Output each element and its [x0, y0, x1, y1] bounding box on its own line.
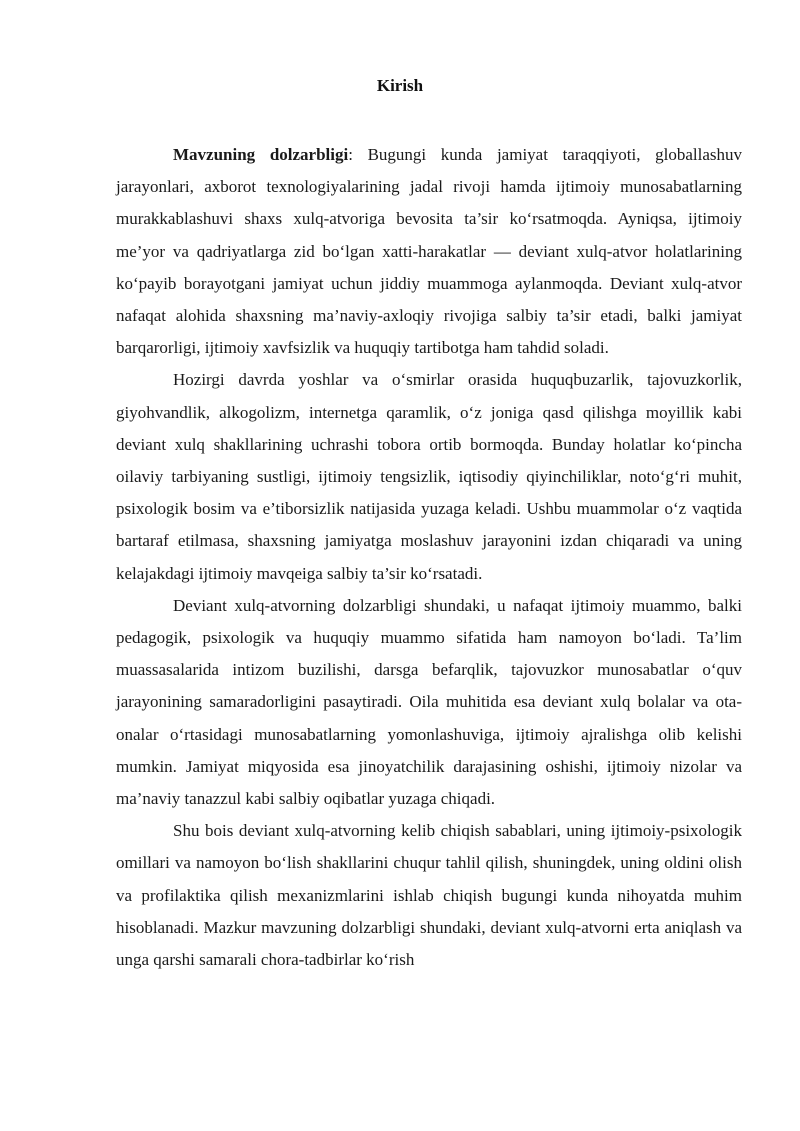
document-body: [116, 139, 742, 976]
paragraph-current-period: Hozirgi davrda yoshlar va o‘smirlar orasida huquqbuzarlik, tajovuzkorlik, giyohvandlik, alkogolizm, internetga qaramlik, o‘z joniga qasd qilishga moyillik kabi deviant xulq shakllarining uchrashi tobora ortib bormoqda. Bunday holatlar ko‘pincha oilaviy tarbiyaning sustligi, ijtimoiy tengsizlik, iqtisodiy qiyinchiliklar, noto‘g‘ri muhit, psixologik bosim va e’tiborsizlik natijasida yuzaga keladi. Ushbu muammolar o‘z vaqtida bartaraf etilmasa, shaxsning jamiyatga moslashuv jarayonini izdan chiqaradi va uning kelajakdagi ijtimoiy mavqeiga salbiy ta’sir ko‘rsatadi.: [116, 370, 742, 583]
paragraph-lead-bold: Mavzuning dolzarbligi: [173, 145, 349, 164]
paragraph-text: : Bugungi kunda jamiyat taraqqiyoti, globallashuv jarayonlari, axborot texnologiyalarining jadal rivoji hamda ijtimoiy munosabatlarning murakkablashuvi shaxs xulq-atvoriga bevosita ta’sir ko‘rsatmoqda. Ayniqsa, ijtimoiy me’yor va qadriyatlarga zid bo‘lgan xatti-harakatlar — deviant xulq-atvor holatlarining ko‘payib borayotgani jamiyat uchun jiddiy muammoga aylanmoqda. Deviant xulq-atvor nafaqat alohida shaxsning ma’naviy-axloqiy rivojiga salbiy ta’sir etadi, balki jamiyat barqarorligi, ijtimoiy xavfsizlik va huquqiy tartibotga ham tahdid soladi.: [116, 145, 742, 358]
page-title: Kirish: [376, 76, 424, 95]
paragraph-therefore: Shu bois deviant xulq-atvorning kelib chiqish sabablari, uning ijtimoiy-psixologik omillari va namoyon bo‘lish shakllarini chuqur tahlil qilish, shuningdek, uning oldini olish va profilaktika qilish mexanizmlarini ishlab chiqish bugungi kunda nihoyatda muhim hisoblanadi. Mazkur mavzuning dolzarbligi shundaki, deviant xulq-atvorni erta aniqlash va unga qarshi samarali chora-tadbirlar ko‘rish: [116, 821, 742, 970]
paragraph-relevance: [116, 139, 742, 364]
paragraph-relevance-aspects: Deviant xulq-atvorning dolzarbligi shundaki, u nafaqat ijtimoiy muammo, balki pedagogik, psixologik va huquqiy muammo sifatida ham namoyon bo‘ladi. Ta’lim muassasalarida intizom buzilishi, darsga befarqlik, tajovuzkor munosabatlar o‘quv jarayonining samaradorligini pasaytiradi. Oila muhitida esa deviant xulq bolalar va ota-onalar o‘rtasidagi munosabatlarning yomonlashuviga, ijtimoiy ajralishga olib kelishi mumkin. Jamiyat miqyosida esa jinoyatchilik darajasining oshishi, ijtimoiy nizolar va ma’naviy tanazzul kabi salbiy oqibatlar yuzaga chiqadi.: [116, 595, 742, 809]
